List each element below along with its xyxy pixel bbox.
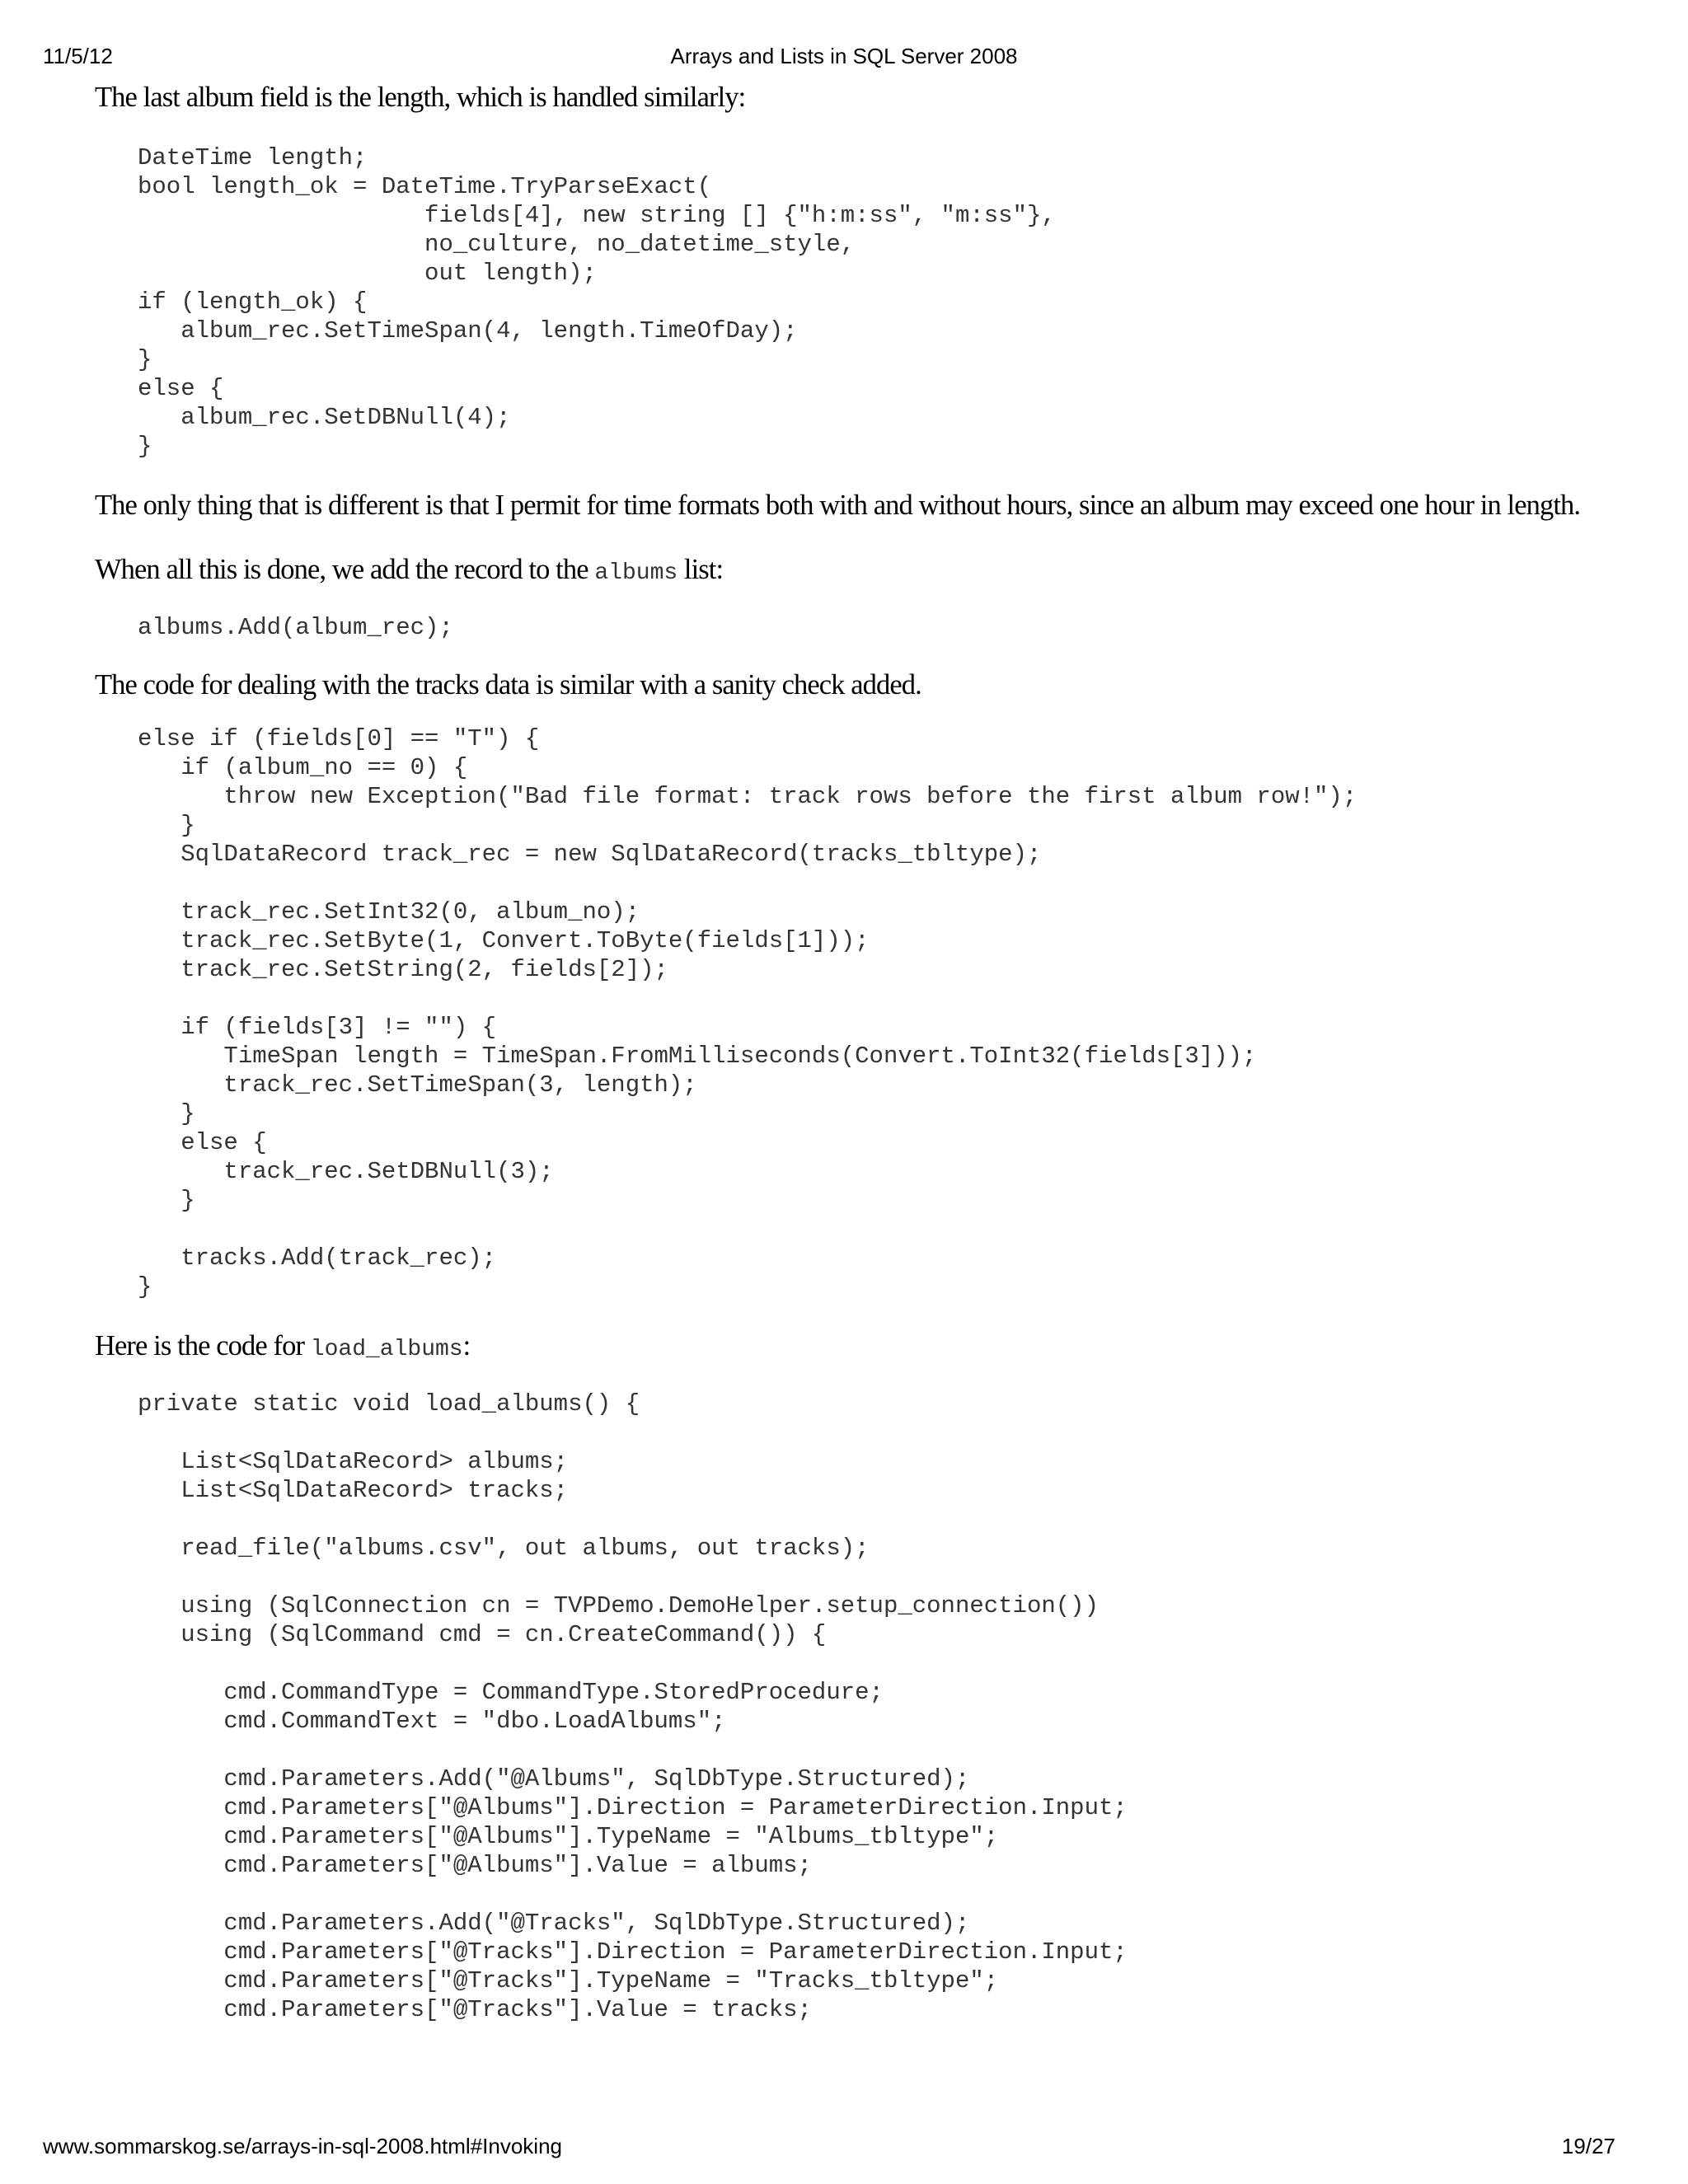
print-date: 11/5/12 xyxy=(43,44,113,68)
paragraph-add-record xyxy=(95,551,1620,592)
paragraph-tracks-data: The code for dealing with the tracks data is similar with a sanity check added. xyxy=(95,669,921,701)
paragraph-time-formats: The only thing that is different is that I permit for time formats both with and without hours, since an album may exceed one hour in length. xyxy=(95,490,1581,521)
page-title: Arrays and Lists in SQL Server 2008 xyxy=(670,44,1018,68)
inline-code-albums: albums xyxy=(594,560,678,586)
paragraph-text: : xyxy=(462,1330,471,1361)
code-block-load-albums: private static void load_albums() { List<SqlDataRecord> albums; List<SqlDataRecord> tracks; read_file("albums.csv", out albums, out tracks); using (SqlConnection cn = TVPDemo.DemoHelper.setup_connection()) using (SqlCommand cmd = cn.CreateCommand()) { cmd.CommandType = CommandType.StoredProcedure; cmd.CommandText = "dbo.LoadAlbums"; cmd.Parameters.Add("@Albums", SqlDbType.Structured); cmd.Parameters["@Albums"].Direction = ParameterDirection.Input; cmd.Parameters["@Albums"].TypeName = "Albums_tbltype"; cmd.Parameters["@Albums"].Value = albums; cmd.Parameters.Add("@Tracks", SqlDbType.Structured); cmd.Parameters["@Tracks"].Direction = ParameterDirection.Input; cmd.Parameters["@Tracks"].TypeName = "Tracks_tbltype"; cmd.Parameters["@Tracks"].Value = tracks; xyxy=(138,1390,1128,2023)
paragraph-text: Here is the code for xyxy=(95,1330,311,1361)
inline-code-load-albums: load_albums xyxy=(310,1337,463,1362)
paragraph-load-albums xyxy=(95,1328,1620,1368)
page-url[interactable]: www.sommarskog.se/arrays-in-sql-2008.html#Invoking xyxy=(43,2134,563,2158)
code-block-tracks: else if (fields[0] == "T") { if (album_no == 0) { throw new Exception("Bad file format: track rows before the first album row!"); } SqlDataRecord track_rec = new SqlDataRecord(tracks_tbltype); track_rec.SetInt32(0, album_no); track_rec.SetByte(1, Convert.ToByte(fields[1])); track_rec.SetString(2, fields[2]); if (fields[3] != "") { TimeSpan length = TimeSpan.FromMilliseconds(Convert.ToInt32(fields[3])); track_rec.SetTimeSpan(3, length); } else { track_rec.SetDBNull(3); } tracks.Add(track_rec); } xyxy=(138,725,1357,1301)
code-block-length-parse: DateTime length; bool length_ok = DateTime.TryParseExact( fields[4], new string [] {"h:m:ss", "m:ss"}, no_culture, no_datetime_style, out length); if (length_ok) { album_rec.SetTimeSpan(4, length.TimeOfDay); } else { album_rec.SetDBNull(4); } xyxy=(138,144,1056,460)
paragraph-text: When all this is done, we add the record to the xyxy=(95,554,595,585)
paragraph-album-length: The last album field is the length, which is handled similarly: xyxy=(95,82,746,113)
paragraph-text: list: xyxy=(678,554,724,585)
code-block-albums-add: albums.Add(album_rec); xyxy=(138,614,453,641)
article-body xyxy=(95,79,1620,2024)
page-number: 19/27 xyxy=(1561,2134,1615,2158)
